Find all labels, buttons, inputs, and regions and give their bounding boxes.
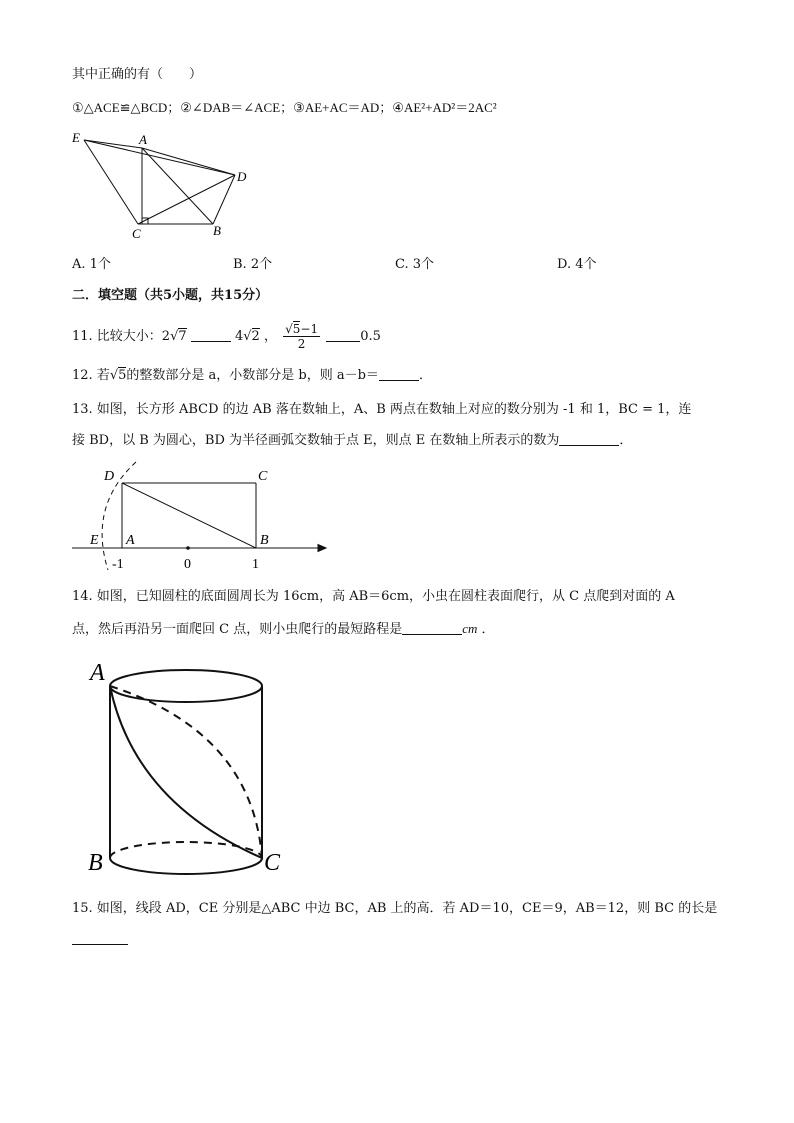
q13-blank[interactable]	[559, 431, 619, 446]
q13-label-E: E	[90, 533, 99, 548]
q11-prefix: 11. 比较大小：2	[72, 329, 171, 344]
q11-sep: ，	[263, 329, 277, 344]
q10-label-B: B	[213, 223, 221, 238]
q11-mid: 4	[234, 329, 244, 344]
q14-label-C: C	[264, 850, 281, 876]
q11-frac-num-tail: −1	[300, 322, 319, 336]
sqrt-icon: √	[170, 329, 179, 344]
q14-blank[interactable]	[402, 620, 462, 635]
q10-option-a: A. 1个	[72, 257, 111, 272]
q14-line-1: 14. 如图，已知圆柱的底面圆周长为 16cm，高 AB＝6cm，小虫在圆柱表面爬行，从 C 点爬到对面的 A	[72, 589, 675, 604]
q13-label-D: D	[104, 469, 115, 484]
q11-blank-2[interactable]	[326, 327, 360, 342]
q12-line	[72, 366, 432, 385]
q11-blank-1[interactable]	[191, 327, 231, 342]
q13-label-A: A	[126, 533, 135, 548]
q11-rad2: 2	[251, 329, 260, 344]
q10-label-C: C	[132, 226, 141, 241]
q11-rad1: 7	[178, 329, 187, 344]
q13-line-2	[72, 431, 632, 450]
section-2-title: 二．填空题（共5小题，共15分）	[72, 288, 269, 303]
q13-tick-minus-1: -1	[112, 557, 124, 572]
q10-option-c: C. 3个	[395, 257, 435, 272]
q11-frac-rad: 5	[292, 322, 301, 336]
q10-label-A: A	[139, 132, 147, 147]
q11-tail: 0.5	[360, 329, 381, 344]
q14-unit: cm	[462, 621, 478, 636]
q13-origin-dot	[186, 546, 190, 550]
q15-blank[interactable]	[72, 930, 128, 945]
q12-tail: ．	[418, 368, 432, 383]
q12-rad: 5	[118, 368, 127, 383]
q14-line-2-text: 点，然后再沿另一面爬回 C 点，则小虫爬行的最短路程是	[72, 622, 403, 637]
q13-line-1: 13. 如图，长方形 ABCD 的边 AB 落在数轴上，A、B 两点在数轴上对应的数分别为 -1 和 1，BC = 1，连	[72, 402, 692, 417]
q14-label-B: B	[88, 850, 103, 876]
q13-label-C: C	[258, 469, 268, 484]
q10-label-E: E	[72, 130, 80, 145]
q10-stem-tail: 其中正确的有（ ）	[72, 67, 203, 82]
q14-line-2	[72, 620, 495, 639]
q11-fraction	[283, 322, 320, 351]
q13-tick-1: 1	[252, 557, 259, 572]
q13-line-2-text: 接 BD，以 B 为圆心，BD 为半径画弧交数轴于点 E，则点 E 在数轴上所表示的数为	[72, 433, 560, 448]
q10-option-d: D. 4个	[557, 257, 597, 272]
q10-figure	[68, 128, 258, 243]
q10-statements: ①△ACE≌△BCD；②∠DAB＝∠ACE；③AE+AC＝AD；④AE²+AD²＝2AC²	[72, 100, 497, 115]
q15-line-1: 15. 如图，线段 AD，CE 分别是△ABC 中边 BC，AB 上的高．若 AD＝10，CE＝9，AB＝12，则 BC 的长是	[72, 901, 718, 916]
q11-line	[72, 322, 381, 351]
q13-label-B: B	[260, 533, 269, 548]
sqrt-icon: √	[285, 322, 293, 336]
sqrt-icon: √	[109, 368, 119, 383]
q15-line-2	[72, 930, 128, 949]
q13-figure	[68, 458, 334, 576]
q14-label-A: A	[90, 660, 105, 686]
q12-blank[interactable]	[379, 366, 419, 381]
q10-label-D: D	[237, 169, 247, 184]
q13-tick-0: 0	[184, 557, 191, 572]
sqrt-icon: √	[243, 329, 252, 344]
q14-figure	[84, 652, 298, 876]
q14-tail: ．	[481, 622, 495, 637]
q13-tail: ．	[619, 433, 633, 448]
q12-text: 的整数部分是 a，小数部分是 b，则 a－b＝	[126, 368, 379, 383]
q11-frac-den: 2	[297, 337, 306, 351]
q12-prefix: 12. 若	[72, 368, 110, 383]
q10-option-b: B. 2个	[233, 257, 273, 272]
